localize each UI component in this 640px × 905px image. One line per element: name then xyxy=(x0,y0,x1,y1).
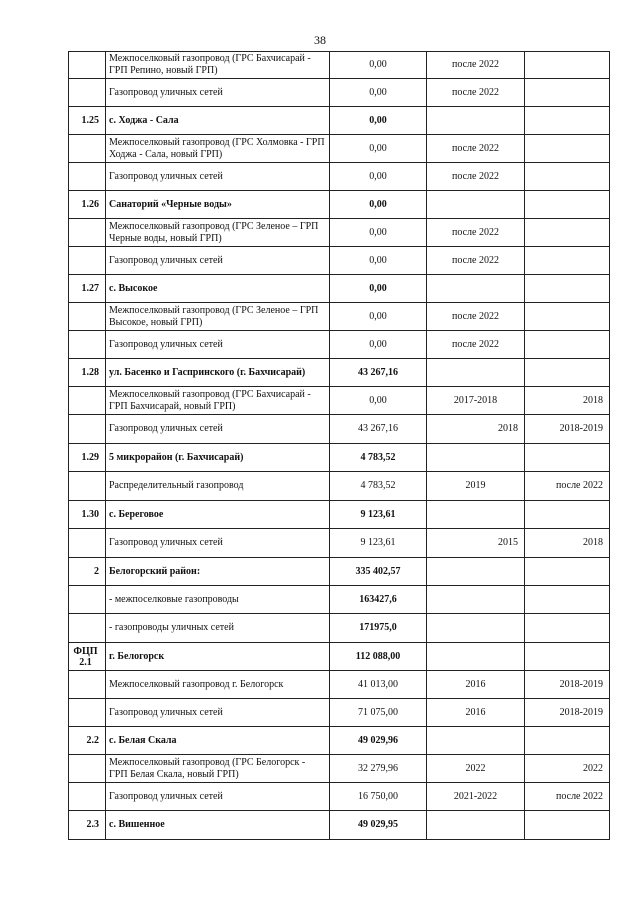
end-year-cell xyxy=(525,219,610,247)
row-number-cell: 1.26 xyxy=(69,191,106,219)
object-name-cell: Газопровод уличных сетей xyxy=(106,247,330,275)
object-name-cell: Газопровод уличных сетей xyxy=(106,163,330,191)
amount-cell: 0,00 xyxy=(330,107,427,135)
row-number-cell xyxy=(69,331,106,359)
object-name-cell: Белогорский район: xyxy=(106,558,330,586)
end-year-cell xyxy=(525,191,610,219)
row-number-cell xyxy=(69,783,106,811)
table-row xyxy=(69,52,610,79)
start-year-cell xyxy=(427,275,525,303)
object-name-cell: Газопровод уличных сетей xyxy=(106,331,330,359)
start-year-cell xyxy=(427,558,525,586)
table-row xyxy=(69,671,610,699)
end-year-cell xyxy=(525,727,610,755)
object-name-cell: Газопровод уличных сетей xyxy=(106,415,330,444)
end-year-cell xyxy=(525,359,610,387)
end-year-cell xyxy=(525,275,610,303)
amount-cell: 4 783,52 xyxy=(330,444,427,472)
row-number-cell xyxy=(69,699,106,727)
end-year-cell: 2018 xyxy=(525,387,610,415)
table-row xyxy=(69,415,610,444)
row-number-cell xyxy=(69,614,106,643)
table-row xyxy=(69,444,610,472)
row-number-cell xyxy=(69,586,106,614)
start-year-cell xyxy=(427,191,525,219)
amount-cell: 112 088,00 xyxy=(330,643,427,671)
amount-cell: 43 267,16 xyxy=(330,359,427,387)
object-name-cell: Межпоселковый газопровод (ГРС Бахчисарай - ГРП Бахчисарай, новый ГРП) xyxy=(106,387,330,415)
object-name-cell: Межпоселковый газопровод (ГРС Зеленое – ГРП Высокое, новый ГРП) xyxy=(106,303,330,331)
start-year-cell xyxy=(427,501,525,529)
row-number-cell xyxy=(69,79,106,107)
amount-cell: 335 402,57 xyxy=(330,558,427,586)
table-row xyxy=(69,387,610,415)
object-name-cell: Санаторий «Черные воды» xyxy=(106,191,330,219)
end-year-cell: 2018-2019 xyxy=(525,415,610,444)
start-year-cell xyxy=(427,614,525,643)
end-year-cell: 2018-2019 xyxy=(525,671,610,699)
table-row xyxy=(69,135,610,163)
row-number-cell xyxy=(69,529,106,558)
object-name-cell: Межпоселковый газопровод (ГРС Холмовка - ГРП Ходжа - Сала, новый ГРП) xyxy=(106,135,330,163)
table-row xyxy=(69,643,610,671)
table-row xyxy=(69,79,610,107)
table-row xyxy=(69,614,610,643)
start-year-cell: после 2022 xyxy=(427,331,525,359)
row-number-cell: 1.27 xyxy=(69,275,106,303)
start-year-cell xyxy=(427,359,525,387)
start-year-cell xyxy=(427,586,525,614)
object-name-cell: с. Вишенное xyxy=(106,811,330,840)
table-row xyxy=(69,783,610,811)
start-year-cell: после 2022 xyxy=(427,52,525,79)
table-row xyxy=(69,275,610,303)
end-year-cell: 2022 xyxy=(525,755,610,783)
end-year-cell xyxy=(525,444,610,472)
row-number-cell: 1.25 xyxy=(69,107,106,135)
row-number-cell xyxy=(69,415,106,444)
end-year-cell: после 2022 xyxy=(525,783,610,811)
object-name-cell: с. Высокое xyxy=(106,275,330,303)
end-year-cell: 2018 xyxy=(525,529,610,558)
start-year-cell: после 2022 xyxy=(427,303,525,331)
table-row xyxy=(69,586,610,614)
row-number-cell: 1.28 xyxy=(69,359,106,387)
amount-cell: 0,00 xyxy=(330,163,427,191)
amount-cell: 0,00 xyxy=(330,52,427,79)
amount-cell: 0,00 xyxy=(330,303,427,331)
row-number-cell xyxy=(69,387,106,415)
end-year-cell: 2018-2019 xyxy=(525,699,610,727)
object-name-cell: Межпоселковый газопровод (ГРС Белогорск - ГРП Белая Скала, новый ГРП) xyxy=(106,755,330,783)
start-year-cell: 2015 xyxy=(427,529,525,558)
object-name-cell: 5 микрорайон (г. Бахчисарай) xyxy=(106,444,330,472)
end-year-cell xyxy=(525,331,610,359)
start-year-cell: 2021-2022 xyxy=(427,783,525,811)
table-row xyxy=(69,219,610,247)
start-year-cell xyxy=(427,643,525,671)
row-number-cell xyxy=(69,472,106,501)
row-number-cell xyxy=(69,755,106,783)
end-year-cell xyxy=(525,303,610,331)
end-year-cell xyxy=(525,247,610,275)
amount-cell: 0,00 xyxy=(330,135,427,163)
amount-cell: 0,00 xyxy=(330,219,427,247)
table-row xyxy=(69,247,610,275)
object-name-cell: г. Белогорск xyxy=(106,643,330,671)
row-number-cell: 2.3 xyxy=(69,811,106,840)
row-number-cell: 2 xyxy=(69,558,106,586)
amount-cell: 9 123,61 xyxy=(330,529,427,558)
end-year-cell xyxy=(525,501,610,529)
start-year-cell: после 2022 xyxy=(427,163,525,191)
amount-cell: 0,00 xyxy=(330,191,427,219)
row-number-cell xyxy=(69,52,106,79)
end-year-cell xyxy=(525,614,610,643)
start-year-cell: 2022 xyxy=(427,755,525,783)
amount-cell: 171975,0 xyxy=(330,614,427,643)
object-name-cell: Межпоселковый газопровод (ГРС Бахчисарай - ГРП Репино, новый ГРП) xyxy=(106,52,330,79)
end-year-cell: после 2022 xyxy=(525,472,610,501)
end-year-cell xyxy=(525,135,610,163)
amount-cell: 4 783,52 xyxy=(330,472,427,501)
amount-cell: 41 013,00 xyxy=(330,671,427,699)
end-year-cell xyxy=(525,643,610,671)
amount-cell: 163427,6 xyxy=(330,586,427,614)
start-year-cell: 2019 xyxy=(427,472,525,501)
object-name-cell: Газопровод уличных сетей xyxy=(106,529,330,558)
amount-cell: 0,00 xyxy=(330,79,427,107)
table-row xyxy=(69,529,610,558)
table-row xyxy=(69,811,610,840)
table-row xyxy=(69,558,610,586)
amount-cell: 71 075,00 xyxy=(330,699,427,727)
object-name-cell: Газопровод уличных сетей xyxy=(106,783,330,811)
amount-cell: 32 279,96 xyxy=(330,755,427,783)
table-row xyxy=(69,331,610,359)
row-number-cell: 1.30 xyxy=(69,501,106,529)
start-year-cell: 2016 xyxy=(427,671,525,699)
object-name-cell: с. Береговое xyxy=(106,501,330,529)
object-name-cell: с. Белая Скала xyxy=(106,727,330,755)
end-year-cell xyxy=(525,586,610,614)
start-year-cell xyxy=(427,444,525,472)
start-year-cell xyxy=(427,107,525,135)
object-name-cell: - межпоселковые газопроводы xyxy=(106,586,330,614)
table-row xyxy=(69,163,610,191)
table-row xyxy=(69,359,610,387)
start-year-cell: после 2022 xyxy=(427,135,525,163)
object-name-cell: ул. Басенко и Гаспринского (г. Бахчисарай) xyxy=(106,359,330,387)
table-row xyxy=(69,699,610,727)
row-number-cell xyxy=(69,219,106,247)
table-row xyxy=(69,303,610,331)
object-name-cell: Газопровод уличных сетей xyxy=(106,699,330,727)
table-row xyxy=(69,472,610,501)
row-number-cell xyxy=(69,671,106,699)
start-year-cell xyxy=(427,727,525,755)
amount-cell: 0,00 xyxy=(330,331,427,359)
table-row xyxy=(69,755,610,783)
end-year-cell xyxy=(525,163,610,191)
row-number-cell xyxy=(69,135,106,163)
object-name-cell: Межпоселковый газопровод г. Белогорск xyxy=(106,671,330,699)
table-row xyxy=(69,191,610,219)
amount-cell: 16 750,00 xyxy=(330,783,427,811)
end-year-cell xyxy=(525,811,610,840)
amount-cell: 0,00 xyxy=(330,275,427,303)
object-name-cell: Газопровод уличных сетей xyxy=(106,79,330,107)
row-number-cell xyxy=(69,163,106,191)
row-number-cell xyxy=(69,247,106,275)
amount-cell: 0,00 xyxy=(330,247,427,275)
object-name-cell: с. Ходжа - Сала xyxy=(106,107,330,135)
row-number-cell: 1.29 xyxy=(69,444,106,472)
amount-cell: 0,00 xyxy=(330,387,427,415)
start-year-cell: после 2022 xyxy=(427,79,525,107)
start-year-cell: 2018 xyxy=(427,415,525,444)
end-year-cell xyxy=(525,79,610,107)
end-year-cell xyxy=(525,558,610,586)
amount-cell: 9 123,61 xyxy=(330,501,427,529)
object-name-cell: - газопроводы уличных сетей xyxy=(106,614,330,643)
end-year-cell xyxy=(525,52,610,79)
table-row xyxy=(69,727,610,755)
row-number-cell: ФЦП 2.1 xyxy=(69,643,106,671)
start-year-cell: 2017-2018 xyxy=(427,387,525,415)
start-year-cell: после 2022 xyxy=(427,219,525,247)
page-number: 38 xyxy=(314,33,326,47)
object-name-cell: Межпоселковый газопровод (ГРС Зеленое – ГРП Черные воды, новый ГРП) xyxy=(106,219,330,247)
amount-cell: 49 029,95 xyxy=(330,811,427,840)
start-year-cell: после 2022 xyxy=(427,247,525,275)
object-name-cell: Распределительный газопровод xyxy=(106,472,330,501)
amount-cell: 43 267,16 xyxy=(330,415,427,444)
row-number-cell xyxy=(69,303,106,331)
row-number-cell: 2.2 xyxy=(69,727,106,755)
table-row xyxy=(69,501,610,529)
start-year-cell xyxy=(427,811,525,840)
table-row xyxy=(69,107,610,135)
gas-pipeline-table xyxy=(68,51,610,840)
end-year-cell xyxy=(525,107,610,135)
start-year-cell: 2016 xyxy=(427,699,525,727)
amount-cell: 49 029,96 xyxy=(330,727,427,755)
